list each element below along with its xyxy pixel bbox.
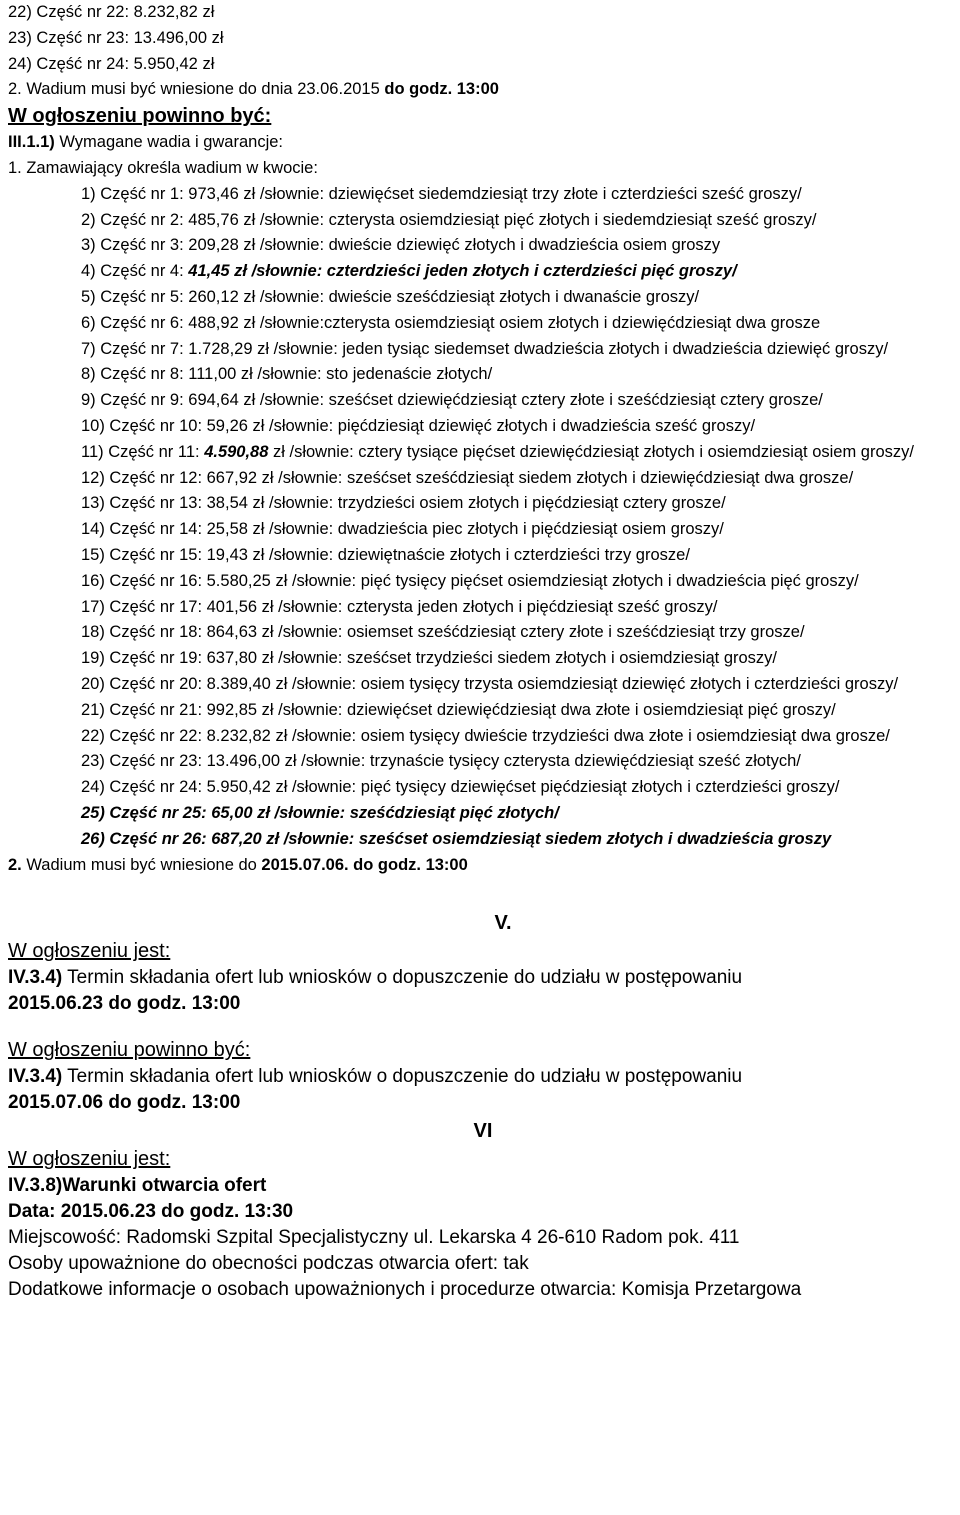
iv34-code: IV.3.4) xyxy=(8,967,63,989)
part-line: 21) Część nr 21: 992,85 zł /słownie: dziewięćset dziewięćdziesiąt dwa złote i osiemdziesiąt pięć groszy/ xyxy=(81,700,836,719)
part-line: 8) Część nr 8: 111,00 zł /słownie: sto jedenaście złotych/ xyxy=(81,365,493,384)
iv34-text: Termin składania ofert lub wniosków o dopuszczenie do udziału w postępowaniu xyxy=(62,1066,743,1088)
part-line: 12) Część nr 12: 667,92 zł /słownie: sześćset sześćdziesiąt siedem złotych i dziewięćdziesiąt dwa grosze/ xyxy=(81,468,854,487)
wadium-new-line xyxy=(8,853,958,879)
zamawiajacy-line: 1. Zamawiający określa wadium w kwocie: xyxy=(8,158,318,177)
part-line: 22) Część nr 22: 8.232,82 zł /słownie: osiem tysięcy dwieście trzydzieści dwa złote i osiemdziesiąt dwa grosze/ xyxy=(81,726,890,745)
part-11-prefix: 11) Część nr 11: xyxy=(81,442,205,461)
section-iii-title xyxy=(8,130,958,156)
part-line-26: 26) Część nr 26: 687,20 zł /słownie: sześćset osiemdziesiąt siedem złotych i dwadzieścia groszy xyxy=(81,829,832,848)
heading-jest-2: W ogłoszeniu jest: xyxy=(8,1148,171,1171)
part-4-prefix: 4) Część nr 4: xyxy=(81,262,189,281)
amount-line: 22) Część nr 22: 8.232,82 zł xyxy=(8,3,215,21)
dodatkowe-line: Dodatkowe informacje o osobach upoważnionych i procedurze otwarcia: Komisja Przetargowa xyxy=(8,1279,802,1301)
part-line: 18) Część nr 18: 864,63 zł /słownie: osiemset sześćdziesiąt cztery złote i sześćdziesiąt trzy grosze/ xyxy=(81,623,805,642)
iv34-new-date: 2015.07.06 do godz. 13:00 xyxy=(8,1092,241,1114)
part-line: 1) Część nr 1: 973,46 zł /słownie: dziewięćset siedemdziesiąt trzy złote i czterdzieści sześć groszy/ xyxy=(81,184,802,203)
wadium-old-line xyxy=(8,77,958,103)
iv34-old-date: 2015.06.23 do godz. 13:00 xyxy=(8,993,241,1015)
iv34-new-line xyxy=(8,1064,958,1090)
part-11-suffix: zł /słownie: cztery tysiące pięćset dziewięćdziesiąt złotych i osiemdziesiąt osiem groszy/ xyxy=(268,442,914,461)
wadium-old-time: do godz. 13:00 xyxy=(384,80,499,99)
part-line: 19) Część nr 19: 637,80 zł /słownie: sześćset trzydzieści siedem złotych i osiemdziesiąt groszy/ xyxy=(81,649,778,668)
section-vi-marker: VI xyxy=(473,1120,493,1143)
part-line: 13) Część nr 13: 38,54 zł /słownie: trzydzieści osiem złotych i pięćdziesiąt cztery grosze/ xyxy=(81,494,726,513)
part-line: 3) Część nr 3: 209,28 zł /słownie: dwieście dziewięć złotych i dwadzieścia osiem groszy xyxy=(81,236,721,255)
part-line-11 xyxy=(8,440,958,466)
wadium-new-date: 2015.07.06. do godz. 13:00 xyxy=(261,855,468,874)
part-4-amount: 41,45 zł /słownie: czterdzieści jeden złotych i czterdzieści pięć groszy/ xyxy=(188,262,737,281)
iv34-old-line xyxy=(8,965,958,991)
osoby-line: Osoby upoważnione do obecności podczas otwarcia ofert: tak xyxy=(8,1253,529,1275)
part-line: 10) Część nr 10: 59,26 zł /słownie: pięćdziesiąt dziewięć złotych i dwadzieścia sześć groszy/ xyxy=(81,416,756,435)
part-line: 2) Część nr 2: 485,76 zł /słownie: czterysta osiemdziesiąt pięć złotych i siedemdziesiąt sześć groszy/ xyxy=(81,210,817,229)
section-iii-text: Wymagane wadia i gwarancje: xyxy=(54,133,283,152)
heading-jest: W ogłoszeniu jest: xyxy=(8,940,171,963)
part-line: 15) Część nr 15: 19,43 zł /słownie: dziewiętnaście złotych i czterdzieści trzy grosze/ xyxy=(81,545,690,564)
part-line: 24) Część nr 24: 5.950,42 zł /słownie: pięć tysięcy dziewięćset pięćdziesiąt złotych i czterdzieści groszy/ xyxy=(81,778,840,797)
heading-powinno-byc-2: W ogłoszeniu powinno być: xyxy=(8,1039,251,1062)
part-line: 5) Część nr 5: 260,12 zł /słownie: dwieście sześćdziesiąt złotych i dwanaście groszy/ xyxy=(81,287,700,306)
heading-powinno-byc: W ogłoszeniu powinno być: xyxy=(8,105,272,128)
part-11-amount: 4.590,88 xyxy=(204,442,269,461)
iv38-date: Data: 2015.06.23 do godz. 13:30 xyxy=(8,1201,294,1223)
amount-line: 24) Część nr 24: 5.950,42 zł xyxy=(8,54,215,73)
part-line-25: 25) Część nr 25: 65,00 zł /słownie: sześćdziesiąt pięć złotych/ xyxy=(81,803,559,822)
wadium-new-text: Wadium musi być wniesione do xyxy=(21,855,262,874)
part-line-4 xyxy=(8,259,958,285)
part-line: 9) Część nr 9: 694,64 zł /słownie: sześćset dziewięćdziesiąt cztery złote i sześćdziesiąt cztery grosze/ xyxy=(81,391,823,410)
iv34-text: Termin składania ofert lub wniosków o dopuszczenie do udziału w postępowaniu xyxy=(62,967,743,989)
part-line: 17) Część nr 17: 401,56 zł /słownie: czterysta jeden złotych i pięćdziesiąt sześć groszy/ xyxy=(81,597,718,616)
part-line: 16) Część nr 16: 5.580,25 zł /słownie: pięć tysięcy pięćset osiemdziesiąt złotych i dwadzieścia pięć groszy/ xyxy=(81,571,859,590)
part-line: 6) Część nr 6: 488,92 zł /słownie:czterysta osiemdziesiąt osiem złotych i dziewięćdziesiąt dwa grosze xyxy=(81,313,821,332)
document-page xyxy=(8,0,958,1303)
part-line: 20) Część nr 20: 8.389,40 zł /słownie: osiem tysięcy trzysta osiemdziesiąt dziewięć złotych i czterdzieści groszy/ xyxy=(81,674,899,693)
part-line: 14) Część nr 14: 25,58 zł /słownie: dwadzieścia piec złotych i pięćdziesiąt osiem groszy/ xyxy=(81,520,724,539)
miejscowosc-line: Miejscowość: Radomski Szpital Specjalistyczny ul. Lekarska 4 26-610 Radom pok. 411 xyxy=(8,1227,740,1249)
wadium-old-text: 2. Wadium musi być wniesione do dnia 23.06.2015 xyxy=(8,80,385,99)
amount-line: 23) Część nr 23: 13.496,00 zł xyxy=(8,28,224,47)
part-line: 7) Część nr 7: 1.728,29 zł /słownie: jeden tysiąc siedemset dwadzieścia złotych i dwadzieścia dziewięć groszy/ xyxy=(81,339,889,358)
iv34-code: IV.3.4) xyxy=(8,1066,63,1088)
iv38-title: IV.3.8)Warunki otwarcia ofert xyxy=(8,1175,267,1197)
section-v-marker: V. xyxy=(494,912,512,935)
section-iii-number: III.1.1) xyxy=(8,133,55,152)
wadium-new-number: 2. xyxy=(8,855,22,874)
part-line: 23) Część nr 23: 13.496,00 zł /słownie: trzynaście tysięcy czterysta dziewięćdziesiąt sześć złotych/ xyxy=(81,752,801,771)
